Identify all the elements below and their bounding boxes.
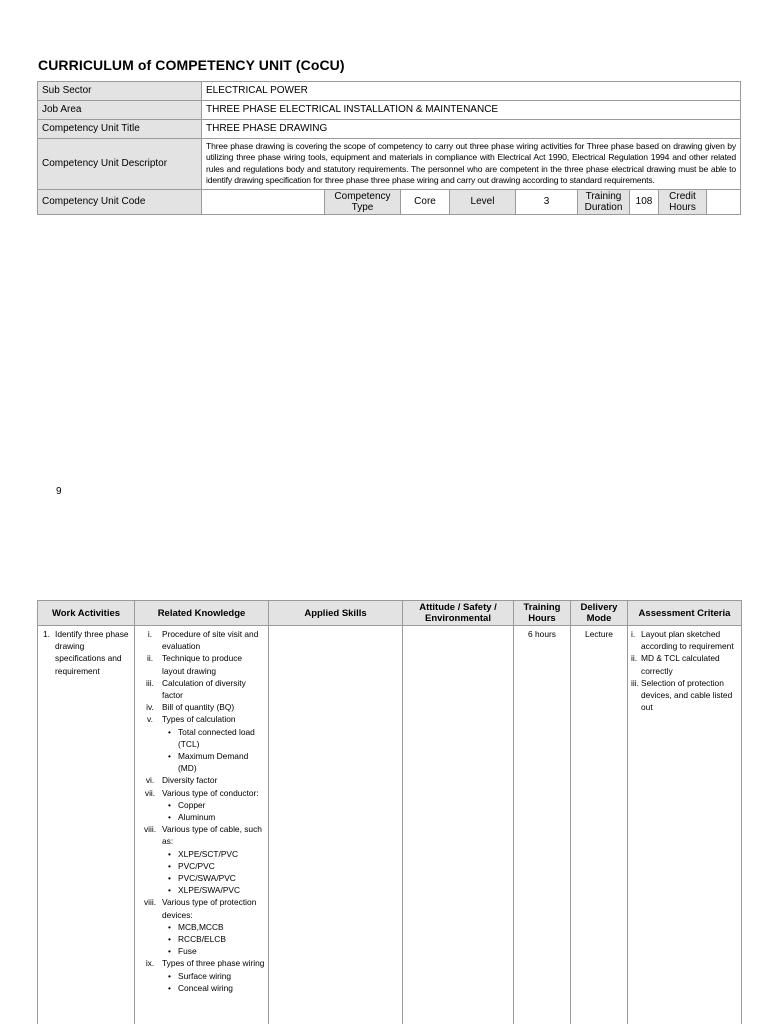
- knowledge-bullet-text: Copper: [178, 799, 206, 810]
- knowledge-item-text: Calculation of diversity factor: [162, 677, 246, 701]
- knowledge-item: [138, 957, 265, 969]
- job-area-value: THREE PHASE ELECTRICAL INSTALLATION & MAINTENANCE: [202, 101, 741, 120]
- assessment-item-text: Layout plan sketched according to requirement: [641, 629, 734, 652]
- assessment-item-number: ii.: [631, 653, 638, 664]
- bullet-icon: •: [168, 934, 171, 945]
- assessment-item-number: i.: [631, 629, 636, 639]
- knowledge-item: [138, 713, 265, 725]
- bullet-icon: •: [168, 921, 171, 932]
- knowledge-bullet-item: [138, 860, 265, 872]
- knowledge-bullet-text: Maximum Demand (MD): [178, 751, 249, 774]
- knowledge-item: [138, 677, 265, 701]
- assessment-item-text: Selection of protection devices, and cable listed out: [641, 677, 733, 713]
- knowledge-bullet-item: [138, 750, 265, 774]
- training-hours-cell: 6 hours: [514, 626, 571, 1024]
- knowledge-item-number: i.: [147, 629, 153, 639]
- unit-title-label: Competency Unit Title: [38, 120, 202, 139]
- knowledge-bullet-item: [138, 970, 265, 982]
- knowledge-item-number: ix.: [145, 958, 155, 969]
- row-job-area: [38, 101, 741, 120]
- assessment-item-text: MD & TCL calculated correctly: [641, 653, 720, 676]
- unit-code-label: Competency Unit Code: [38, 189, 202, 214]
- header-assessment: Assessment Criteria: [628, 601, 742, 626]
- knowledge-bullet-text: XLPE/SCT/PVC: [178, 848, 239, 859]
- knowledge-bullet-text: Fuse: [178, 946, 197, 957]
- knowledge-item: [138, 896, 265, 920]
- document-title: CURRICULUM of COMPETENCY UNIT (CoCU): [38, 57, 345, 73]
- unit-title-value: THREE PHASE DRAWING: [202, 120, 741, 139]
- knowledge-bullet-text: Aluminum: [178, 812, 216, 823]
- knowledge-bullet-item: [138, 872, 265, 884]
- knowledge-bullet-text: MCB,MCCB: [178, 921, 224, 932]
- work-activity-number: 1.: [43, 629, 50, 639]
- knowledge-bullet-text: Total connected load (TCL): [178, 726, 255, 749]
- attitude-cell: [403, 626, 514, 1024]
- knowledge-item-number: ii.: [146, 653, 154, 664]
- knowledge-item-number: v.: [147, 714, 153, 725]
- knowledge-item: [138, 701, 265, 713]
- knowledge-item-text: Types of calculation: [162, 714, 236, 725]
- knowledge-bullet-item: [138, 933, 265, 945]
- knowledge-item: [138, 652, 265, 676]
- knowledge-bullet-text: XLPE/SWA/PVC: [178, 885, 241, 896]
- bullet-icon: •: [168, 946, 171, 957]
- header-delivery-mode: Delivery Mode: [571, 601, 628, 626]
- level-label: Level: [450, 189, 516, 214]
- knowledge-item-text: Diversity factor: [162, 775, 218, 786]
- row-descriptor: [38, 139, 741, 190]
- knowledge-item-text: Various type of conductor:: [162, 787, 259, 798]
- header-attitude: Attitude / Safety / Environmental: [403, 601, 514, 626]
- knowledge-item-text: Various type of cable, such as:: [162, 824, 262, 847]
- bullet-icon: •: [168, 751, 171, 762]
- knowledge-bullet-item: [138, 921, 265, 933]
- competency-type-value: Core: [401, 189, 450, 214]
- bullet-icon: •: [168, 848, 171, 859]
- knowledge-item-number: viii.: [143, 897, 157, 908]
- knowledge-bullet-item: [138, 945, 265, 957]
- knowledge-item: [138, 823, 265, 847]
- knowledge-item-text: Bill of quantity (BQ): [162, 702, 235, 713]
- knowledge-item-text: Procedure of site visit and evaluation: [162, 629, 259, 652]
- assessment-item: [631, 652, 738, 676]
- delivery-mode-cell: Lecture: [571, 626, 628, 1024]
- work-activity-text: Identify three phase drawing specifications and requirement: [55, 629, 129, 676]
- row-sub-sector: [38, 82, 741, 101]
- assessment-item: [631, 628, 738, 652]
- job-area-label: Job Area: [38, 101, 202, 120]
- cocu-info-table: [37, 81, 741, 215]
- knowledge-item-text: Various type of protection devices:: [162, 897, 257, 920]
- knowledge-bullet-item: [138, 726, 265, 750]
- knowledge-bullet-item: [138, 884, 265, 896]
- level-value: 3: [516, 189, 578, 214]
- page-number: 9: [56, 486, 62, 497]
- bullet-icon: •: [168, 982, 171, 993]
- knowledge-item: [138, 774, 265, 786]
- credit-hours-value: [707, 189, 741, 214]
- bullet-icon: •: [168, 970, 171, 981]
- knowledge-bullet-text: Surface wiring: [178, 970, 232, 981]
- knowledge-bullet-text: Conceal wiring: [178, 982, 233, 993]
- knowledge-bullet-item: [138, 811, 265, 823]
- work-table-header: [38, 601, 742, 626]
- knowledge-item-number: iv.: [146, 702, 154, 713]
- header-training-hours: Training Hours: [514, 601, 571, 626]
- sub-sector-label: Sub Sector: [38, 82, 202, 101]
- work-activities-table: [37, 600, 742, 1024]
- training-duration-value: 108: [630, 189, 659, 214]
- assessment-criteria-cell: [628, 626, 742, 1024]
- knowledge-bullet-item: [138, 982, 265, 994]
- row-unit-title: [38, 120, 741, 139]
- knowledge-item-text: Types of three phase wiring: [162, 958, 265, 969]
- bullet-icon: •: [168, 885, 171, 896]
- credit-hours-label: Credit Hours: [659, 189, 707, 214]
- knowledge-item: [138, 787, 265, 799]
- knowledge-bullet-text: PVC/PVC: [178, 860, 215, 871]
- knowledge-bullet-item: [138, 799, 265, 811]
- work-activity-item: [41, 628, 131, 677]
- knowledge-item-number: iii.: [146, 677, 154, 688]
- descriptor-label: Competency Unit Descriptor: [38, 139, 202, 190]
- knowledge-bullet-item: [138, 848, 265, 860]
- knowledge-item-number: vi.: [145, 775, 155, 786]
- work-activity-cell: [38, 626, 135, 1024]
- knowledge-item-number: vii.: [144, 787, 156, 798]
- assessment-item: [631, 677, 738, 714]
- training-duration-label: Training Duration: [578, 189, 630, 214]
- work-table-row: [38, 626, 742, 1024]
- related-knowledge-cell: [135, 626, 269, 1024]
- header-related-knowledge: Related Knowledge: [135, 601, 269, 626]
- knowledge-bullet-text: RCCB/ELCB: [178, 934, 226, 945]
- unit-code-value: [202, 189, 325, 214]
- bullet-icon: •: [168, 726, 171, 737]
- applied-skills-cell: [269, 626, 403, 1024]
- assessment-item-number: iii.: [631, 677, 639, 688]
- sub-sector-value: ELECTRICAL POWER: [202, 82, 741, 101]
- competency-type-label: Competency Type: [325, 189, 401, 214]
- header-applied-skills: Applied Skills: [269, 601, 403, 626]
- knowledge-bullet-text: PVC/SWA/PVC: [178, 873, 236, 884]
- knowledge-item: [138, 628, 265, 652]
- descriptor-value: Three phase drawing is covering the scope of competency to carry out three phase wiring activities for Three phase based on drawing given by utilizing three phase wiring tools, equipment and materials in compliance with Electrical Act 1990, Electrical Regulation 1994 and other related rules and regulations body and statutory requirements. The personnel who are competent in the three phase electrical drawing must be able to identify drawing specification for three phase three phase wiring and carry out drawing according to standard requirements.: [202, 139, 741, 190]
- knowledge-item-text: Technique to produce layout drawing: [162, 653, 243, 676]
- bullet-icon: •: [168, 873, 171, 884]
- bullet-icon: •: [168, 812, 171, 823]
- bullet-icon: •: [168, 799, 171, 810]
- row-unit-code: [38, 189, 741, 214]
- header-work-activities: Work Activities: [38, 601, 135, 626]
- knowledge-item-number: viii.: [143, 824, 157, 835]
- bullet-icon: •: [168, 860, 171, 871]
